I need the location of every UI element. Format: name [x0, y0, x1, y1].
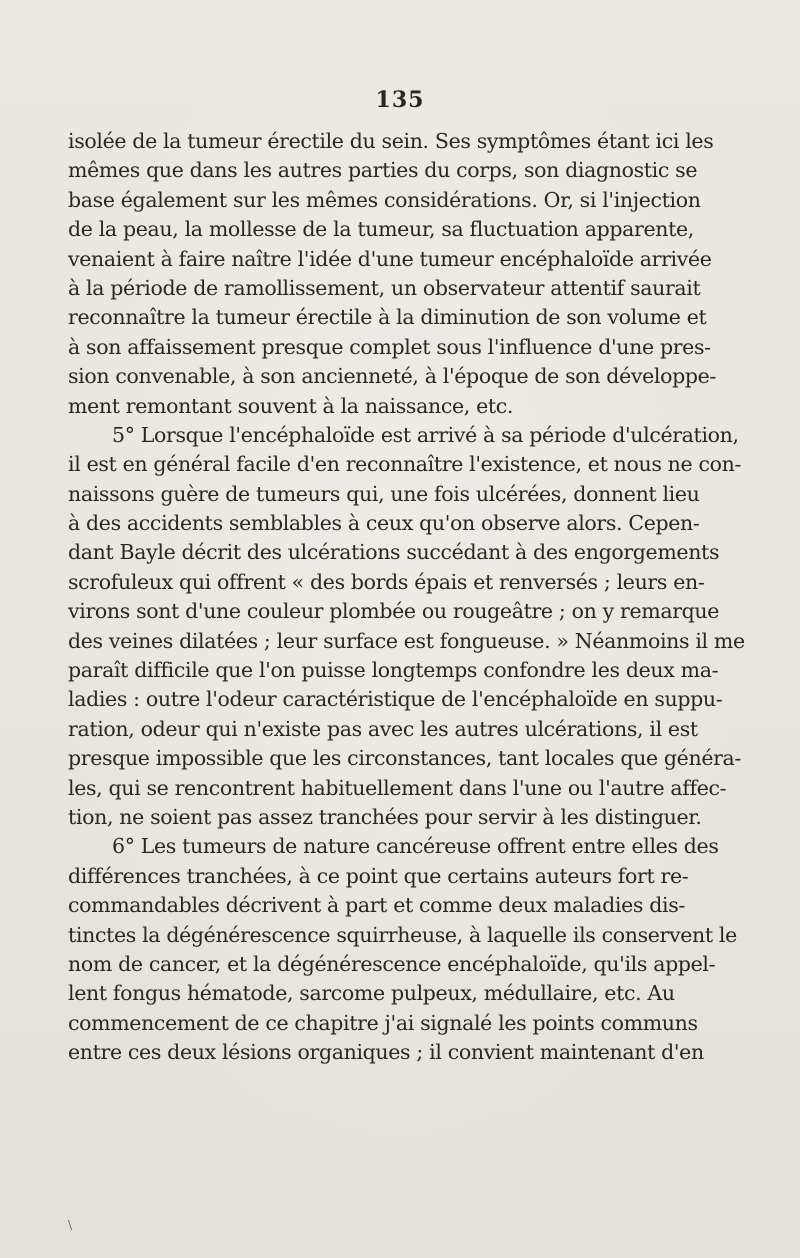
text-line: ment remontant souvent à la naissance, etc. [68, 393, 514, 418]
text-line: lent fongus hématode, sarcome pulpeux, médullaire, etc. Au [68, 981, 675, 1006]
text-line: ration, odeur qui n'existe pas avec les autres ulcérations, il est [68, 716, 698, 741]
text-line: à des accidents semblables à ceux qu'on observe alors. Cepen- [68, 511, 700, 536]
text-line: à son affaissement presque complet sous l'influence d'une pres- [68, 334, 711, 359]
page-number: 135 [375, 87, 425, 113]
text-line: commandables décrivent à part et comme deux maladies dis- [68, 893, 685, 918]
text-line: venaient à faire naître l'idée d'une tumeur encéphaloïde arrivée [68, 246, 712, 271]
text-line: isolée de la tumeur érectile du sein. Ses symptômes étant ici les [68, 129, 714, 153]
text-line: base également sur les mêmes considérations. Or, si l'injection [68, 187, 701, 212]
stray-mark: \ [68, 1218, 73, 1232]
text-line: dant Bayle décrit des ulcérations succédant à des engorgements [68, 540, 720, 565]
text-line: mêmes que dans les autres parties du corps, son diagnostic se [68, 158, 698, 183]
text-line: différences tranchées, à ce point que certains auteurs fort re- [68, 863, 689, 888]
text-line: de la peau, la mollesse de la tumeur, sa fluctuation apparente, [68, 217, 694, 242]
text-line: naissons guère de tumeurs qui, une fois ulcérées, donnent lieu [68, 481, 700, 506]
text-line: sion convenable, à son ancienneté, à l'époque de son développe- [68, 364, 716, 389]
text-line: scrofuleux qui offrent « des bords épais et renversés ; leurs en- [68, 569, 705, 594]
text-line: virons sont d'une couleur plombée ou rougeâtre ; on y remarque [68, 599, 720, 624]
paragraph-start-line: 5° Lorsque l'encéphaloïde est arrivé à sa période d'ulcération, [112, 422, 739, 447]
body-text [68, 127, 745, 1068]
text-line: paraît difficile que l'on puisse longtemps confondre les deux ma- [68, 658, 719, 683]
text-line: à la période de ramollissement, un observateur attentif saurait [68, 275, 701, 300]
text-line: entre ces deux lésions organiques ; il convient maintenant d'en [68, 1040, 704, 1065]
text-line: tinctes la dégénérescence squirrheuse, à laquelle ils conservent le [68, 922, 737, 947]
text-line: nom de cancer, et la dégénérescence encéphaloïde, qu'ils appel- [68, 951, 716, 976]
paragraph-start-line: 6° Les tumeurs de nature cancéreuse offrent entre elles des [112, 834, 719, 859]
text-line: les, qui se rencontrent habituellement dans l'une ou l'autre affec- [68, 775, 727, 800]
text-line: commencement de ce chapitre j'ai signalé les points communs [68, 1010, 698, 1035]
text-line: tion, ne soient pas assez tranchées pour servir à les distinguer. [68, 804, 702, 829]
text-line: reconnaître la tumeur érectile à la diminution de son volume et [68, 305, 707, 330]
text-line: il est en général facile d'en reconnaître l'existence, et nous ne con- [68, 452, 742, 477]
text-line: ladies : outre l'odeur caractéristique de l'encéphaloïde en suppu- [68, 687, 723, 712]
text-line: presque impossible que les circonstances, tant locales que généra- [68, 746, 741, 771]
text-line: des veines dilatées ; leur surface est fongueuse. » Néanmoins il me [68, 628, 745, 653]
